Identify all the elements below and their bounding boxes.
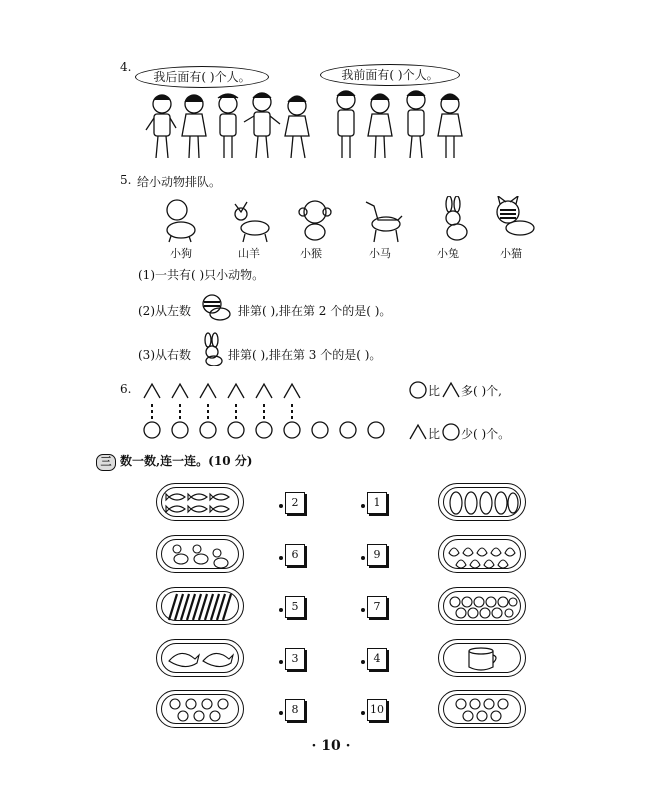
circle-icon bbox=[228, 422, 244, 438]
q5-title: 给小动物排队。 bbox=[137, 175, 222, 189]
eggplant-icon bbox=[447, 489, 519, 517]
right-card-cup[interactable] bbox=[438, 639, 526, 677]
number-box-left: 3 bbox=[285, 648, 305, 670]
animals-illustration bbox=[155, 196, 545, 244]
duck-icon bbox=[167, 541, 235, 569]
right-card-fish-eggs[interactable] bbox=[438, 690, 526, 728]
right-card-fruits[interactable] bbox=[438, 587, 526, 625]
chick-icon bbox=[165, 696, 237, 724]
left-card-ducks[interactable] bbox=[156, 535, 244, 573]
circle-icon bbox=[441, 422, 461, 442]
left-card-pencils[interactable] bbox=[156, 587, 244, 625]
left-card-fish[interactable] bbox=[156, 483, 244, 521]
triangle-icon bbox=[228, 384, 244, 398]
triangle-icon bbox=[144, 384, 160, 398]
section3-title: 数一数,连一连。(10 分) bbox=[120, 454, 253, 468]
triangle-icon bbox=[284, 384, 300, 398]
number-box-right: 7 bbox=[367, 596, 387, 618]
connect-dot[interactable] bbox=[361, 711, 365, 715]
circle-icon bbox=[312, 422, 328, 438]
rabbit-icon bbox=[446, 196, 467, 240]
number-box-right: 4 bbox=[367, 648, 387, 670]
q5-line1: (1)一共有( )只小动物。 bbox=[138, 268, 265, 282]
connect-dot[interactable] bbox=[279, 660, 283, 664]
right-card-peaches[interactable] bbox=[438, 535, 526, 573]
number-box-left: 2 bbox=[285, 492, 305, 514]
number-box-left: 6 bbox=[285, 544, 305, 566]
q6-text2-rest: 少( )个。 bbox=[461, 427, 511, 441]
page-number: · 10 · bbox=[311, 738, 351, 754]
connect-dot[interactable] bbox=[361, 504, 365, 508]
number-box-right: 10 bbox=[367, 699, 387, 721]
cup-icon bbox=[465, 645, 501, 673]
circle-icon bbox=[256, 422, 272, 438]
left-card-chicks[interactable] bbox=[156, 690, 244, 728]
rabbit-icon bbox=[198, 332, 226, 366]
number-box-right: 1 bbox=[367, 492, 387, 514]
number-box-right: 9 bbox=[367, 544, 387, 566]
triangle-icon bbox=[408, 422, 428, 442]
animal-label-goat: 山羊 bbox=[238, 247, 260, 260]
monkey-icon bbox=[299, 201, 331, 240]
q5-number: 5. bbox=[120, 173, 132, 187]
q6-shapes-illustration bbox=[140, 380, 385, 445]
animal-label-monkey: 小猴 bbox=[300, 247, 322, 260]
q6-number: 6. bbox=[120, 382, 132, 396]
q5-line3-rest: 排第( ),排在第 3 个的是( )。 bbox=[228, 348, 382, 362]
connect-dot[interactable] bbox=[361, 660, 365, 664]
animal-label-rabbit: 小兔 bbox=[437, 247, 459, 260]
section-badge: 三 bbox=[96, 454, 116, 471]
children-line-illustration bbox=[140, 86, 480, 164]
q5-line3-prefix: (3)从右数 bbox=[138, 348, 191, 362]
number-box-left: 5 bbox=[285, 596, 305, 618]
connect-dot[interactable] bbox=[361, 608, 365, 612]
goat-icon bbox=[235, 202, 269, 242]
connect-dot[interactable] bbox=[361, 556, 365, 560]
circle-icon bbox=[144, 422, 160, 438]
q6-text1-compare: 比 bbox=[428, 384, 441, 398]
animal-label-horse: 小马 bbox=[369, 247, 391, 260]
triangle-icon bbox=[172, 384, 188, 398]
dolphin-icon bbox=[165, 645, 237, 673]
section3-header bbox=[96, 452, 252, 471]
connect-dot[interactable] bbox=[279, 608, 283, 612]
circle-icon bbox=[408, 380, 428, 400]
q4-number: 4. bbox=[120, 60, 132, 74]
circle-icon bbox=[172, 422, 188, 438]
cat-icon bbox=[497, 196, 534, 235]
triangle-icon bbox=[256, 384, 272, 398]
number-box-left: 8 bbox=[285, 699, 305, 721]
cat-icon bbox=[198, 290, 234, 322]
horse-icon bbox=[366, 202, 402, 242]
circle-icon bbox=[368, 422, 384, 438]
q6-text2-compare: 比 bbox=[428, 427, 441, 441]
speech-bubble-left: 我后面有( )个人。 bbox=[135, 66, 269, 88]
connect-dot[interactable] bbox=[279, 556, 283, 560]
triangle-icon bbox=[441, 380, 461, 400]
connect-dot[interactable] bbox=[279, 504, 283, 508]
animal-label-dog: 小狗 bbox=[170, 247, 192, 260]
ball-icon bbox=[451, 696, 515, 724]
speech-bubble-right: 我前面有( )个人。 bbox=[320, 64, 460, 86]
pencil-icon bbox=[165, 592, 237, 622]
right-card-eggplants[interactable] bbox=[438, 483, 526, 521]
circle-icon bbox=[200, 422, 216, 438]
fish-icon bbox=[165, 489, 237, 517]
triangle-icon bbox=[200, 384, 216, 398]
kid-figure bbox=[146, 95, 176, 158]
circle-icon bbox=[284, 422, 300, 438]
q5-line2-rest: 排第( ),排在第 2 个的是( )。 bbox=[238, 304, 392, 318]
dog-icon bbox=[167, 200, 195, 242]
peach-icon bbox=[447, 541, 519, 569]
animal-label-cat: 小猫 bbox=[500, 247, 522, 260]
circle-icon bbox=[340, 422, 356, 438]
q6-text1-rest: 多( )个, bbox=[461, 384, 502, 398]
q5-line2-prefix: (2)从左数 bbox=[138, 304, 191, 318]
fruit-icon bbox=[447, 593, 519, 621]
connect-dot[interactable] bbox=[279, 711, 283, 715]
left-card-dolphins[interactable] bbox=[156, 639, 244, 677]
